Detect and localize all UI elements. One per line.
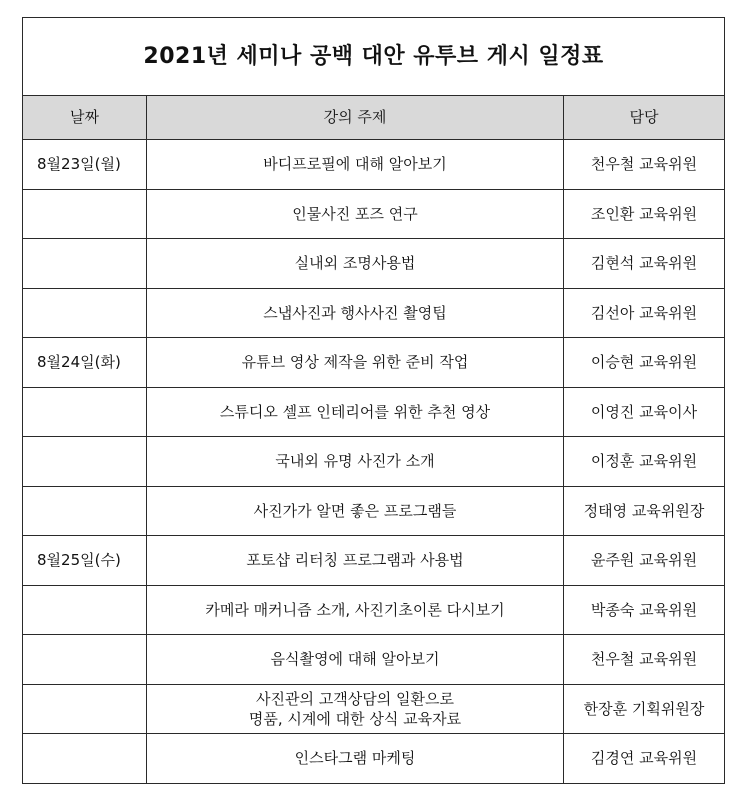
topic-cell	[147, 338, 564, 388]
table-row	[23, 437, 725, 487]
person-cell: 윤주원 교육위원	[564, 536, 725, 586]
topic-line: 스냅사진과 행사사진 촬영팁	[263, 303, 447, 322]
table-row	[23, 536, 725, 586]
table-row	[23, 189, 725, 239]
date-cell	[23, 239, 147, 289]
topic-line: 포토샵 리터칭 프로그램과 사용법	[246, 551, 464, 570]
topic-line-2: 명품, 시계에 대한 상식 교육자료	[248, 709, 462, 728]
table-row	[23, 635, 725, 685]
topic-line: 국내외 유명 사진가 소개	[275, 452, 435, 471]
table-row	[23, 734, 725, 784]
person-cell: 천우철 교육위원	[564, 140, 725, 190]
person-cell: 김선아 교육위원	[564, 288, 725, 338]
topic-line: 유튜브 영상 제작을 위한 준비 작업	[241, 353, 469, 372]
date-cell	[23, 189, 147, 239]
date-cell: 8월24일(화)	[23, 338, 147, 388]
date-cell	[23, 387, 147, 437]
table-body	[23, 140, 725, 784]
person-cell: 이정훈 교육위원	[564, 437, 725, 487]
date-cell	[23, 437, 147, 487]
table-row	[23, 338, 725, 388]
date-cell	[23, 734, 147, 784]
person-cell: 정태영 교육위원장	[564, 486, 725, 536]
header-topic: 강의 주제	[147, 96, 564, 140]
topic-line: 인물사진 포즈 연구	[292, 204, 418, 223]
person-cell: 박종숙 교육위원	[564, 585, 725, 635]
table-row	[23, 585, 725, 635]
table-row	[23, 486, 725, 536]
date-cell	[23, 684, 147, 734]
person-cell: 이승현 교육위원	[564, 338, 725, 388]
date-cell	[23, 486, 147, 536]
person-cell: 이영진 교육이사	[564, 387, 725, 437]
topic-cell	[147, 387, 564, 437]
topic-line: 바디프로필에 대해 알아보기	[263, 155, 447, 174]
topic-cell	[147, 239, 564, 289]
person-cell: 김경연 교육위원	[564, 734, 725, 784]
topic-line: 스튜디오 셀프 인테리어를 위한 추천 영상	[219, 402, 491, 421]
person-cell: 천우철 교육위원	[564, 635, 725, 685]
topic-cell	[147, 486, 564, 536]
topic-cell	[147, 288, 564, 338]
topic-cell	[147, 684, 564, 734]
topic-cell	[147, 189, 564, 239]
topic-line: 음식촬영에 대해 알아보기	[270, 650, 440, 669]
header-row	[23, 96, 725, 140]
header-person: 담당	[564, 96, 725, 140]
topic-line: 인스타그램 마케팅	[294, 749, 416, 768]
date-cell: 8월25일(수)	[23, 536, 147, 586]
table-row	[23, 140, 725, 190]
page-title: 2021년 세미나 공백 대안 유투브 게시 일정표	[23, 18, 725, 96]
topic-cell	[147, 585, 564, 635]
topic-line: 카메라 매커니즘 소개, 사진기초이론 다시보기	[205, 600, 505, 619]
person-cell: 김현석 교육위원	[564, 239, 725, 289]
topic-line: 사진가가 알면 좋은 프로그램들	[253, 501, 457, 520]
topic-line: 사진관의 고객상담의 일환으로	[256, 689, 454, 708]
topic-cell	[147, 437, 564, 487]
table-row	[23, 387, 725, 437]
table-row	[23, 239, 725, 289]
date-cell: 8월23일(월)	[23, 140, 147, 190]
date-cell	[23, 288, 147, 338]
topic-cell	[147, 635, 564, 685]
schedule-table	[22, 17, 725, 784]
topic-cell	[147, 734, 564, 784]
date-cell	[23, 585, 147, 635]
person-cell: 조인환 교육위원	[564, 189, 725, 239]
topic-line: 실내외 조명사용법	[294, 254, 416, 273]
table-row	[23, 288, 725, 338]
table-row	[23, 684, 725, 734]
topic-cell	[147, 140, 564, 190]
date-cell	[23, 635, 147, 685]
title-row	[23, 18, 725, 96]
topic-cell	[147, 536, 564, 586]
header-date: 날짜	[23, 96, 147, 140]
person-cell: 한장훈 기획위원장	[564, 684, 725, 734]
